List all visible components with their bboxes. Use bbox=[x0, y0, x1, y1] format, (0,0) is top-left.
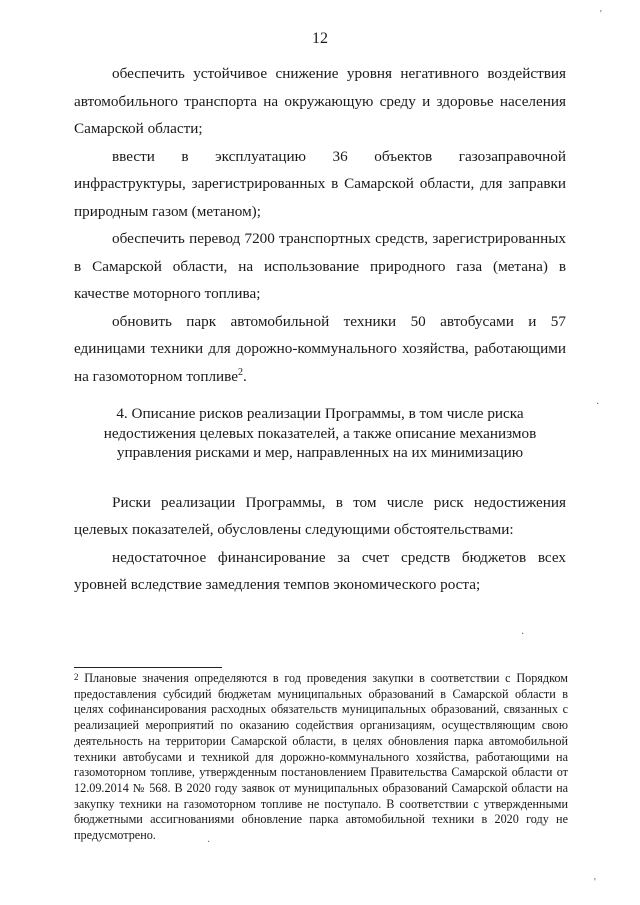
scan-mark: ' bbox=[594, 877, 596, 888]
paragraph-risks-intro: Риски реализации Программы, в том числе риск недостижения целевых показателей, обусловлены следующими обстоятельствами: bbox=[74, 493, 566, 538]
footnote-divider bbox=[74, 667, 222, 668]
paragraph-goal-1: обеспечить устойчивое снижение уровня негативного воздействия автомобильного транспорта на окружающую среду и здоровье населения Самарской области; bbox=[74, 65, 566, 137]
section-heading: 4. Описание рисков реализации Программы, в том числе риска недостижения целевых показателей, а также описание механизмов управления рисками и мер, направленных на их минимизацию bbox=[103, 405, 537, 461]
scan-mark: · bbox=[207, 837, 211, 848]
scan-mark: · bbox=[521, 629, 525, 640]
scan-mark: ' bbox=[600, 9, 602, 20]
paragraph-goal-3: обеспечить перевод 7200 транспортных средств, зарегистрированных в Самарской области, на использование природного газа (метана) в качестве моторного топлива; bbox=[74, 230, 566, 302]
footnote bbox=[74, 671, 568, 844]
scan-mark: · bbox=[596, 399, 600, 410]
paragraph-goal-4-end: . bbox=[243, 367, 247, 385]
footnote-reference: 2 bbox=[238, 366, 244, 378]
paragraph-goal-2: ввести в эксплуатацию 36 объектов газозаправочной инфраструктуры, зарегистрированных в Самарской области, для заправки природным газом (метаном); bbox=[74, 147, 566, 220]
footnote-text: Плановые значения определяются в год проведения закупки в соответствии с Порядком предоставления субсидий бюджетам муниципальных образований в Самарской области в целях софинансирования расходных обязательств муниципальных образований, связанных с реализацией мероприятий по оказанию содействия организациям, осуществляющим свою деятельность на территории Самарской области, в целях обновления парка автомобильной техники автобусами и техникой для дорожно-коммунального хозяйства, работающими на газомоторном топливе, утвержденным постановлением Правительства Самарской области от 12.09.2014 № 568. В 2020 году заявок от муниципальных образований Самарской области на закупку техники на газомоторном топливе не поступало. В соответствии с утвержденными бюджетными ассигнованиями обновление парка автомобильной техники в 2020 году не предусмотрено. bbox=[74, 671, 568, 843]
paragraph-goal-4 bbox=[74, 308, 566, 391]
footnote-marker: 2 bbox=[74, 672, 79, 682]
page-number: 12 bbox=[312, 30, 328, 47]
main-text bbox=[74, 60, 566, 599]
paragraph-goal-4-text: обновить парк автомобильной техники 50 автобусами и 57 единицами техники для дорожно-коммунального хозяйства, работающими на газомоторном топливе bbox=[74, 312, 566, 385]
paragraph-risk-1: недостаточное финансирование за счет средств бюджетов всех уровней вследствие замедления темпов экономического роста; bbox=[74, 548, 566, 593]
